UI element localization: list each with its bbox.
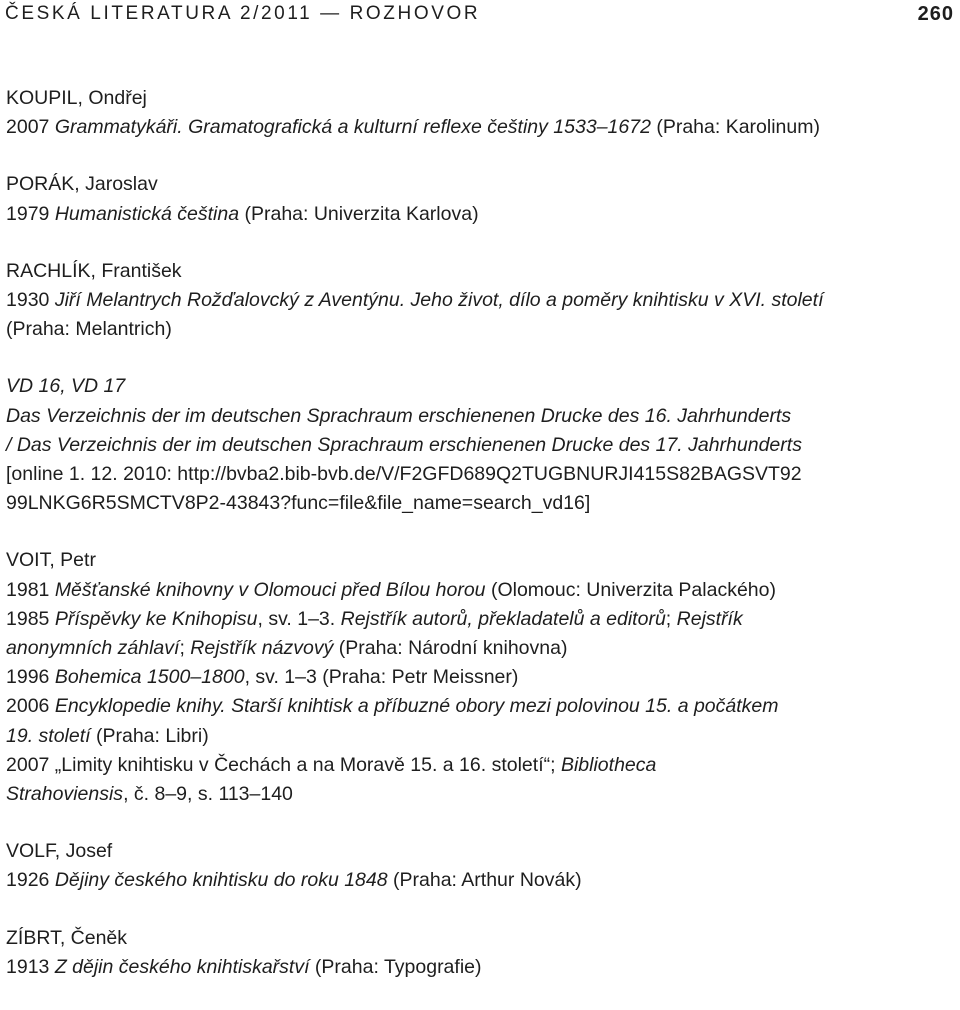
italic-text: / Das Verzeichnis der im deutschen Sprachraum erschienenen Drucke des 17. Jahrhunderts [6,433,802,456]
text-segment: 2007 „Limity knihtisku v Čechách a na Moravě 15. a 16. století“; [6,753,561,776]
text-segment: 1913 [6,955,55,978]
entry-line [6,605,954,634]
text-segment: (Praha: Univerzita Karlova) [239,202,479,225]
entry-line [6,576,954,605]
text-segment: ; [665,607,677,630]
italic-text: Příspěvky ke Knihopisu [54,607,258,630]
text-segment: 1926 [6,869,55,892]
italic-text: Rejstřík názvový [190,637,334,660]
italic-text: Bibliotheca [560,753,657,776]
text-segment: 1996 [6,666,55,689]
bibliography [6,84,954,1010]
bibliography-entry [6,924,954,982]
entry-line [6,692,954,721]
entry-line [6,634,954,663]
entry-author: VOLF, Josef [6,840,113,863]
running-head: ČESKÁ LITERATURA 2/2011 — ROZHOVOR [5,3,481,24]
entry-line [6,460,954,489]
italic-text: Humanistická čeština [54,202,240,225]
entry-line [6,780,954,809]
text-segment: , sv. 1–3 (Praha: Petr Meissner) [244,666,519,689]
text-segment: (Praha: Karolinum) [650,116,820,139]
bibliography-entry [6,170,954,228]
entry-line [6,431,954,460]
entry-line [6,113,954,142]
entry-author: PORÁK, Jaroslav [6,173,158,196]
italic-text: Měšťanské knihovny v Olomouci před Bílou horou [54,578,486,601]
entry-author: ZÍBRT, Čeněk [6,926,128,949]
text-segment: (Olomouc: Univerzita Palackého) [485,578,776,601]
text-segment: , sv. 1–3. [257,607,341,630]
entry-line [6,722,954,751]
text-segment: (Praha: Arthur Novák) [387,869,582,892]
entry-author: RACHLÍK, František [6,259,182,282]
bibliography-entry [6,372,954,518]
text-segment: (Praha: Libri) [90,724,209,747]
text-segment: (Praha: Typografie) [309,955,482,978]
entry-line [6,663,954,692]
italic-text: 19. století [6,724,91,747]
text-segment: 1981 [6,578,55,601]
text-segment: 99LNKG6R5SMCTV8P2-43843?func=file&file_name=search_vd16] [6,492,591,515]
entry-author: VD 16, VD 17 [6,375,126,398]
italic-text: Grammatykáři. Gramatografická a kulturní reflexe češtiny 1533–1672 [54,116,651,139]
italic-text: Das Verzeichnis der im deutschen Sprachraum erschienenen Drucke des 16. Jahrhunderts [6,404,792,427]
italic-text: Dějiny českého knihtisku do roku 1848 [54,869,388,892]
bibliography-entry [6,546,954,809]
entry-line [6,200,954,229]
text-segment: , č. 8–9, s. 113–140 [123,783,293,806]
text-segment: 1979 [6,202,55,225]
italic-text: Encyklopedie knihy. Starší knihtisk a příbuzné obory mezi polovinou 15. a počátkem [54,695,779,718]
italic-text: Bohemica 1500–1800 [54,666,245,689]
bibliography-entry [6,257,954,345]
italic-text: anonymních záhlaví [6,637,180,660]
italic-text: Strahoviensis [6,783,124,806]
entry-line [6,953,954,982]
entry-author: VOIT, Petr [6,549,96,572]
entry-line [6,315,954,344]
entry-line [6,402,954,431]
italic-text: Jiří Melantrych Rožďalovcký z Aventýnu. Jeho život, dílo a poměry knihtisku v XVI. století [54,289,824,312]
text-segment: 1930 [6,289,55,312]
italic-text: Rejstřík autorů, překladatelů a editorů [340,607,666,630]
italic-text: Z dějin českého knihtiskařství [54,955,310,978]
text-segment: ; [179,637,191,660]
bibliography-entry [6,837,954,895]
text-segment: 2007 [6,116,55,139]
page-header [5,0,954,28]
entry-line [6,489,954,518]
entry-line [6,866,954,895]
entry-line [6,751,954,780]
text-segment: 1985 [6,607,55,630]
entry-line [6,286,954,315]
italic-text: Rejstřík [676,607,743,630]
page-number: 260 [917,3,954,25]
entry-author: KOUPIL, Ondřej [6,87,147,109]
text-segment: (Praha: Národní knihovna) [333,637,568,660]
text-segment: (Praha: Melantrich) [6,318,172,341]
text-segment: 2006 [6,695,55,718]
text-segment: [online 1. 12. 2010: http://bvba2.bib-bvb.de/V/F2GFD689Q2TUGBNURJI415S82BAGSVT92 [6,463,802,486]
bibliography-entry [6,84,954,142]
